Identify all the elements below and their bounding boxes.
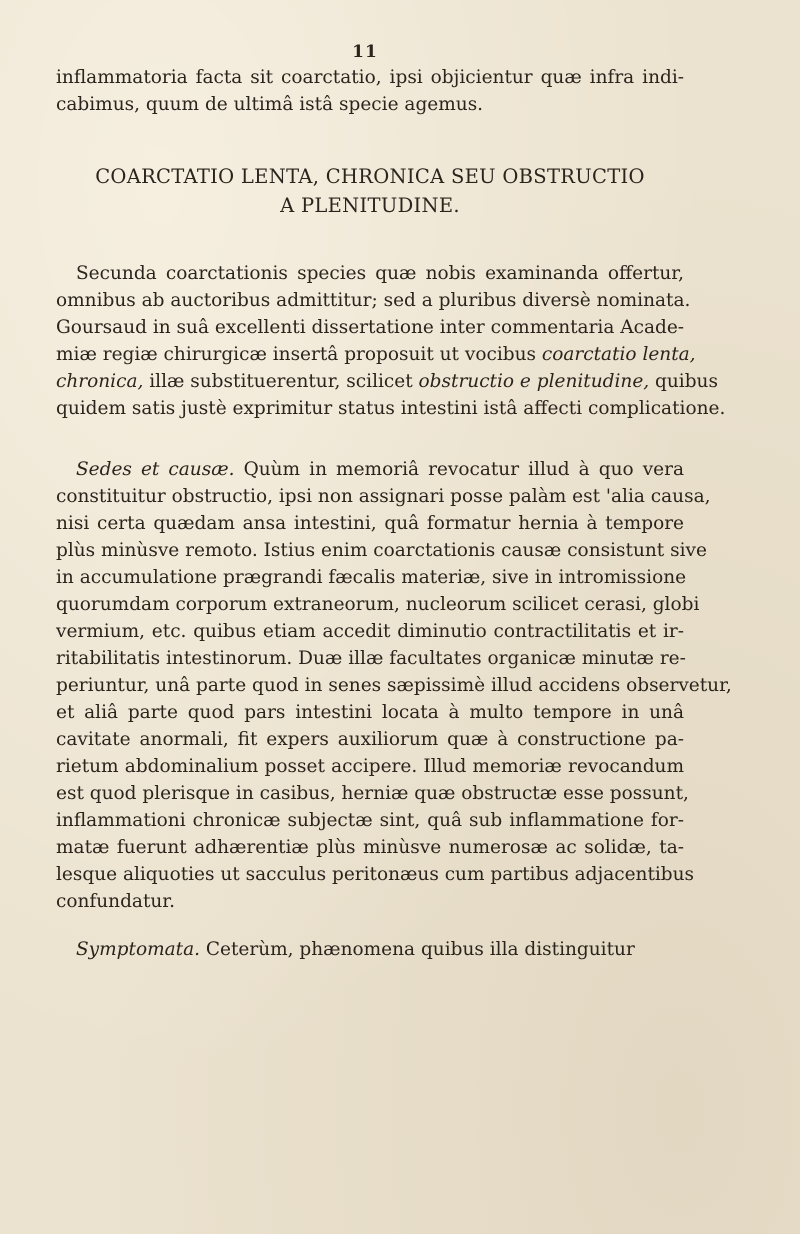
section-heading-line-1: COARCTATIO LENTA, CHRONICA SEU OBSTRUCTIO (95, 165, 645, 188)
section-heading-line-2: A PLENITUDINE. (280, 194, 460, 217)
text-line (56, 456, 684, 483)
paragraph-2 (56, 456, 732, 915)
text-line: rietum abdominalium posset accipere. Illud memoriæ revocandum (56, 756, 684, 777)
text-line: omnibus ab auctoribus admittitur; sed a pluribus diversè nominata. (56, 290, 691, 311)
text-line: plùs minùsve remoto. Istius enim coarctationis causæ consistunt sive (56, 540, 707, 561)
text-line: confundatur. (56, 891, 176, 912)
text-line: Secunda coarctationis species quæ nobis examinanda offertur, (76, 263, 684, 284)
text-line: lesque aliquoties ut sacculus peritonæus cum partibus adjacentibus (56, 864, 695, 885)
text-line: est quod plerisque in casibus, herniæ quæ obstructæ esse possunt, (56, 783, 689, 804)
text-run: Ceterùm, phænomena quibus illa distinguitur (200, 939, 635, 960)
text-line: et aliâ parte quod pars intestini locata à multo tempore in unâ (56, 702, 684, 723)
text-line (56, 341, 696, 368)
section-heading (56, 162, 684, 220)
text-line: vermium, etc. quibus etiam accedit diminutio contractilitatis et ir- (56, 621, 684, 642)
text-line: periuntur, unâ parte quod in senes sæpissimè illud accidens observetur, (56, 675, 732, 696)
text-line (56, 368, 718, 395)
text-line: cabimus, quum de ultimâ istâ specie agemus. (56, 94, 484, 115)
italic-term: obstructio e plenitudine, (418, 371, 650, 392)
text-line: cavitate anormali, fit expers auxiliorum quæ à constructione pa- (56, 729, 684, 750)
paragraph-1 (56, 260, 726, 422)
text-run: Quùm in memoriâ revocatur illud à quo vera (234, 459, 685, 480)
italic-term: coarctatio lenta, (541, 344, 696, 365)
text-line: constituitur obstructio, ipsi non assignari posse palàm est 'alia causa, (56, 486, 711, 507)
text-line: in accumulatione prægrandi fæcalis materiæ, sive in intromissione (56, 567, 687, 588)
section-subtitle: Symptomata. (76, 939, 200, 960)
text-line: ritabilitatis intestinorum. Duæ illæ facultates organicæ minutæ re- (56, 648, 686, 669)
text-run: quibus (649, 371, 718, 392)
text-line: matæ fuerunt adhærentiæ plùs minùsve numerosæ ac solidæ, ta- (56, 837, 684, 858)
section-subtitle: Sedes et causæ. (76, 459, 235, 480)
intro-paragraph (56, 64, 684, 118)
text-run: miæ regiæ chirurgicæ insertâ proposuit ut vocibus (56, 344, 542, 365)
text-line: Goursaud in suâ excellenti dissertatione inter commentaria Acade- (56, 317, 685, 338)
italic-term: chronica, (56, 371, 144, 392)
text-line (56, 936, 684, 963)
text-run: illæ substituerentur, scilicet (143, 371, 419, 392)
text-line: inflammationi chronicæ subjectæ sint, quâ sub inflammatione for- (56, 810, 684, 831)
page-number: 11 (352, 42, 378, 62)
text-line: inflammatoria facta sit coarctatio, ipsi objicientur quæ infra indi- (56, 67, 684, 88)
paragraph-3 (56, 936, 684, 963)
text-line: quorumdam corporum extraneorum, nucleorum scilicet cerasi, globi (56, 594, 700, 615)
text-line: nisi certa quædam ansa intestini, quâ formatur hernia à tempore (56, 513, 684, 534)
text-line: quidem satis justè exprimitur status intestini istâ affecti complicatione. (56, 398, 726, 419)
